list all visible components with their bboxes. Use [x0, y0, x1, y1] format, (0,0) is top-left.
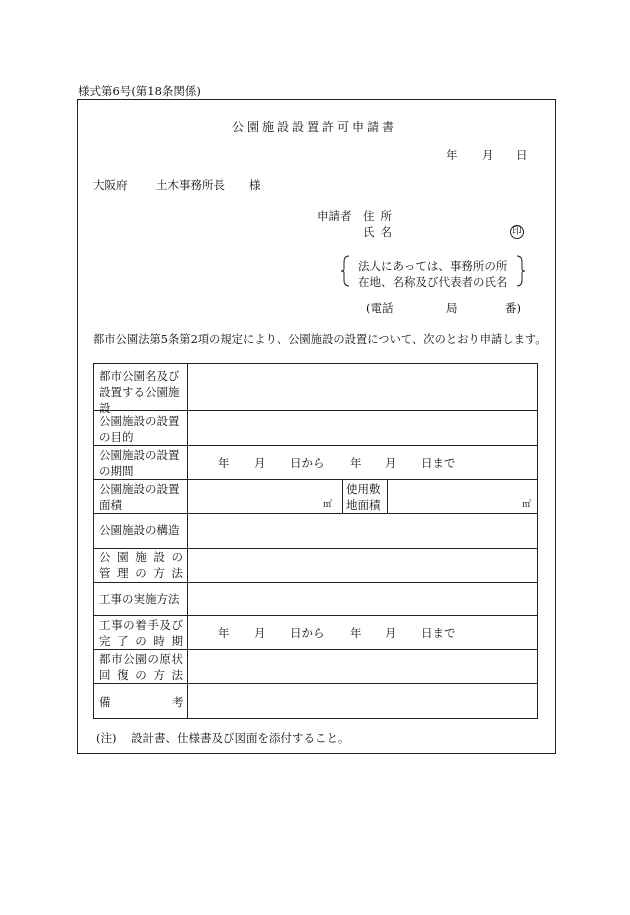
timing-month-end: 月	[385, 626, 397, 640]
seal-mark: 印	[510, 225, 524, 239]
period-month-end: 月	[385, 456, 397, 470]
intro-text: 都市公園法第5条第2項の規定により、公園施設の設置について、次のとおり申請します。	[93, 333, 547, 346]
remarks-label-1: 備	[99, 695, 111, 709]
label-line: 回復の方法	[99, 668, 183, 682]
note-label: (注)	[96, 731, 117, 745]
timing-year-end: 年	[350, 626, 362, 640]
label-line: 完了の時期	[99, 634, 183, 648]
corporation-note-line: 法人にあっては、事務所の所	[358, 259, 508, 273]
label-line: 使用敷	[346, 482, 381, 496]
purpose-label	[99, 413, 180, 445]
label-line: の期間	[99, 464, 134, 478]
area-label	[99, 481, 180, 513]
form-title: 公園施設設置許可申請書	[232, 120, 398, 134]
land-area-label	[346, 481, 381, 513]
date-month: 月	[482, 148, 494, 162]
addressee-honorific: 様	[249, 178, 261, 192]
date-day: 日	[516, 148, 528, 162]
period-year: 年	[218, 456, 230, 470]
label-line: 都市公園名及び	[99, 369, 180, 383]
applicant-name-label: 氏名	[363, 225, 398, 239]
park-name-label	[99, 368, 180, 416]
timing-until: 日まで	[421, 626, 456, 640]
period-month: 月	[254, 456, 266, 470]
phone-number: 番)	[505, 301, 521, 315]
timing-label	[99, 617, 183, 649]
area-unit: ㎡	[323, 500, 333, 510]
applicant-address-label: 住所	[363, 209, 398, 223]
period-year-end: 年	[350, 456, 362, 470]
label-line: 地面積	[346, 498, 381, 512]
management-label	[99, 549, 183, 581]
label-line: 公園施設の設置	[99, 482, 180, 496]
phone-label: (電話	[366, 301, 394, 315]
label-line: 設	[99, 401, 111, 415]
period-from: 日から	[290, 456, 325, 470]
timing-year: 年	[218, 626, 230, 640]
corporation-note-line: 在地、名称及び代表者の氏名	[358, 275, 508, 289]
note-text: 設計書、仕様書及び図面を添付すること。	[131, 731, 350, 745]
addressee-office: 土木事務所長	[156, 178, 225, 192]
label-line: 設置する公園施	[99, 385, 180, 399]
label-line: 都市公園の原状	[99, 652, 183, 666]
restoration-label	[99, 651, 183, 683]
label-line: 公園施設の	[99, 550, 183, 564]
corporation-note	[358, 258, 508, 290]
label-line: 公園施設の設置	[99, 448, 180, 462]
method-label: 工事の実施方法	[99, 592, 180, 606]
addressee-prefecture: 大阪府	[93, 178, 128, 192]
label-line: の目的	[99, 430, 134, 444]
period-label	[99, 447, 180, 479]
applicant-label: 申請者	[317, 209, 352, 223]
form-id: 様式第6号(第18条関係)	[78, 84, 201, 98]
timing-month: 月	[254, 626, 266, 640]
land-area-unit: ㎡	[522, 500, 532, 510]
period-until: 日まで	[421, 456, 456, 470]
label-line: 面積	[99, 498, 122, 512]
label-line: 工事の着手及び	[99, 618, 183, 632]
date-year: 年	[446, 148, 458, 162]
phone-exchange: 局	[446, 301, 458, 315]
structure-label: 公園施設の構造	[99, 523, 180, 537]
remarks-label-2: 考	[172, 695, 184, 709]
timing-from: 日から	[290, 626, 325, 640]
label-line: 公園施設の設置	[99, 414, 180, 428]
label-line: 管理の方法	[99, 566, 183, 580]
